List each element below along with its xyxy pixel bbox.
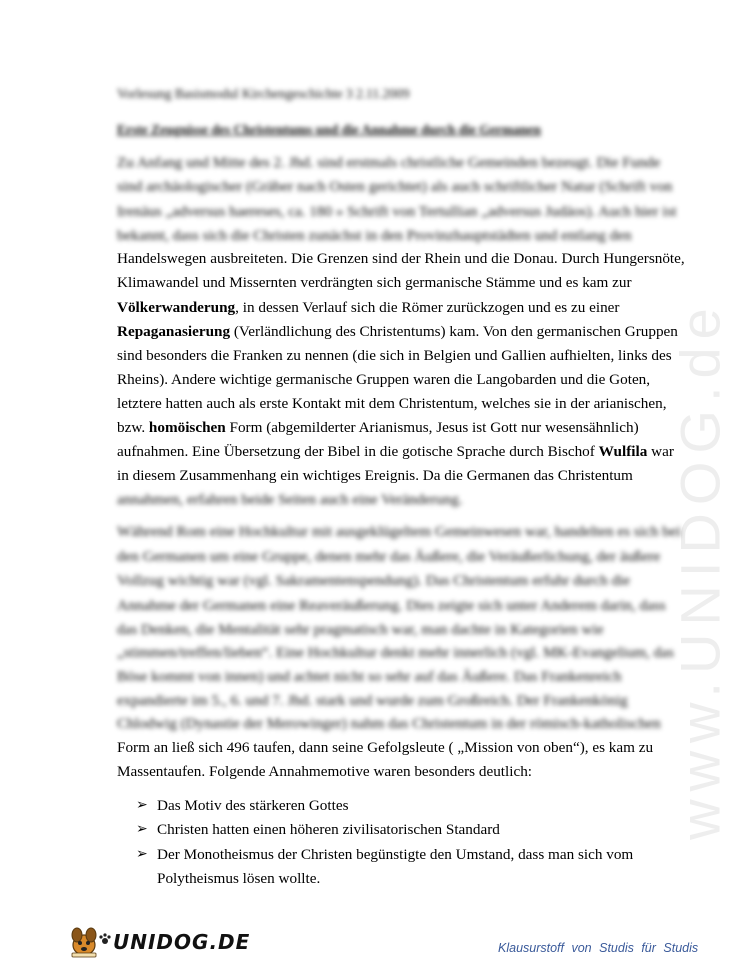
bold-term: homöischen (148, 419, 226, 436)
bold-term: Repaganasierung (117, 323, 231, 340)
paragraph1-line: bzw. homöischen Form (abgemilderter Arianismus, Jesus ist Gott nur wesensähnlich) (117, 419, 639, 436)
paragraph2-line: Böse kommt von innen) und achtet nicht so sehr auf das Äußere. Das Frankenreich (117, 668, 622, 685)
paragraph1-line: Klimawandel und Missernten verdrängten sich germanische Stämme und es kam zur (117, 274, 632, 291)
watermark: www.UNIDOG.de (668, 300, 732, 840)
logo-text: UNIDOG.DE (113, 930, 251, 954)
paragraph1-line: Handelswegen ausbreiteten. Die Grenzen sind der Rhein und die Donau. Durch Hungersnöte, (117, 250, 685, 267)
arrow-bullet-icon: ➢ (136, 798, 148, 813)
paragraph1-line: annahmen, erfahren beide Seiten auch eine Veränderung. (117, 491, 463, 508)
paragraph1-line: sind besonders die Franken zu nennen (die sich in Belgien und Gallien aufhielten, links des (117, 347, 672, 364)
paragraph2-line: expandierte im 5., 6. und 7. Jhd. stark und wurde zum Großreich. Der Frankenkönig (117, 692, 628, 709)
paragraph1-line: Völkerwanderung, in dessen Verlauf sich die Römer zurückzogen und es zu einer (117, 299, 620, 316)
paragraph1-line: aufnahmen. Eine Übersetzung der Bibel in die gotische Sprache durch Bischof Wulfila war (117, 443, 674, 460)
paragraph1-line: Irenäus „adversus haereses, ca. 180 » Schrift von Tertullian „adversus Judäos). Auch hier ist (117, 203, 677, 220)
paragraph1-line: Zu Anfang und Mitte des 2. Jhd. sind erstmals christliche Gemeinden bezeugt. Die Funde (117, 154, 661, 171)
bold-term: Völkerwanderung (117, 299, 236, 316)
paragraph2-line: Annahme der Germanen eine Reaveräußerung. Dies zeigte sich unter Anderem darin, dass (117, 597, 666, 614)
paw-icon (98, 932, 112, 946)
paragraph2-line: Form an ließ sich 496 taufen, dann seine Gefolgsleute ( „Mission von oben“), es kam zu (117, 739, 654, 756)
arrow-bullet-icon: ➢ (136, 847, 148, 862)
paragraph1-line: Repaganasierung (Verländlichung des Christentums) kam. Von den germanischen Gruppen (117, 323, 678, 340)
paragraph1-line: in diesem Zusammenhang ein wichtiges Ereignis. Da die Germanen das Christentum (117, 467, 633, 484)
bullet-item: Christen hatten einen höheren zivilisatorischen Standard (157, 821, 500, 838)
unidog-logo[interactable] (66, 925, 250, 959)
paragraph2-line: das Denken, die Mentalität sehr pragmatisch war, man dachte in Kategorien wie (117, 621, 604, 638)
bullet-item: Das Motiv des stärkeren Gottes (157, 797, 349, 814)
paragraph1-line: Rheins). Andere wichtige germanische Gruppen waren die Langobarden und die Goten, (117, 371, 651, 388)
paragraph1-line: letztere hatten auch als erste Kontakt mit dem Christentum, welches sie in der arianischen, (117, 395, 667, 412)
bullet-item-continuation: Polytheismus lösen wollte. (157, 870, 321, 887)
paragraph1-line: sind archäologischer (Gräber nach Osten gerichtet) als auch schriftlicher Natur (Schrift von (117, 178, 673, 195)
paragraph2-line: Während Rom eine Hochkultur mit ausgeklügeltem Gemeinwesen war, handelten es sich bei (117, 523, 681, 540)
paragraph1-line: bekannt, dass sich die Christen zunächst in den Provinzhauptstädten und entlang den (117, 227, 632, 244)
paragraph2-line: Chlodwig (Dynastie der Merowinger) nahm das Christentum in der römisch-katholischen (117, 715, 661, 732)
paragraph2-line: Vollzug wichtig war (vgl. Sakramentenspendung). Das Christentum erfuhr durch die (117, 572, 631, 589)
paragraph2-line: Massentaufen. Folgende Annahmemotive waren besonders deutlich: (117, 763, 533, 780)
bold-term: Wulfila (598, 443, 648, 460)
document-subtitle: Erste Zeugnisse des Christentums und die Annahme durch die Germanen (117, 122, 541, 137)
bullet-item: Der Monotheismus der Christen begünstigte den Umstand, dass man sich vom (157, 846, 634, 863)
document-title: Vorlesung Basismodul Kirchengeschichte 3 2.11.2009 (117, 86, 410, 101)
footer-tagline: Klausurstoff von Studis für Studis (498, 941, 699, 955)
paragraph2-line: „stimmen/treffen/lieben“. Eine Hochkultur denkt mehr innerlich (vgl. MK-Evangelium, das (117, 644, 674, 661)
dog-mascot-icon (66, 925, 102, 959)
paragraph2-line: den Germanen um eine Gruppe, denen mehr das Äußere, die Veräußerlichung, der äußere (117, 548, 661, 565)
arrow-bullet-icon: ➢ (136, 822, 148, 837)
